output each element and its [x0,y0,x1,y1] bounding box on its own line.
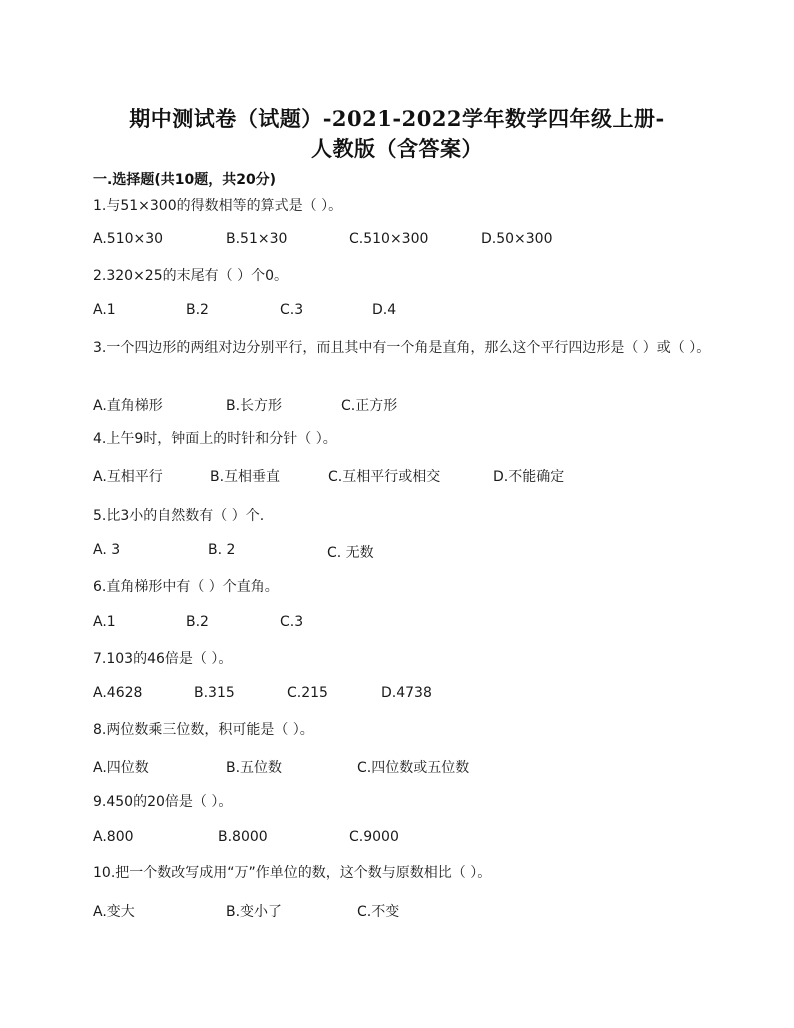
option-a: A.四位数 [93,760,149,776]
question-6-options [93,614,713,634]
question-10: 10.把一个数改写成用“万”作单位的数，这个数与原数相比（ ）。 [93,865,492,881]
option-c: C.510×300 [349,231,429,247]
option-c: C.四位数或五位数 [357,760,470,776]
question-8: 8.两位数乘三位数，积可能是（ ）。 [93,722,314,738]
question-1: 1.与51×300的得数相等的算式是（ ）。 [93,198,343,214]
option-d: D.4 [372,302,397,318]
question-4-options [93,466,713,486]
section-heading: 一.选择题(共10题，共20分) [93,172,277,188]
option-c: C.互相平行或相交 [328,469,441,485]
option-a: A.4628 [93,685,143,701]
option-b: B.2 [186,302,209,318]
option-d: D.不能确定 [493,469,565,485]
option-c: C. 无数 [327,545,374,561]
question-5-options [93,542,713,562]
option-b: B.8000 [218,829,268,845]
option-a: A.互相平行 [93,469,163,485]
option-a: A.直角梯形 [93,398,163,414]
option-a: A.800 [93,829,134,845]
option-a: A.1 [93,614,116,630]
question-1-options [93,231,713,251]
option-c: C.3 [280,302,304,318]
question-4: 4.上午9时，钟面上的时针和分针（ ）。 [93,431,337,447]
option-b: B.长方形 [226,398,283,414]
question-7-options [93,685,713,705]
question-3-options [93,395,713,415]
option-c: C.正方形 [341,398,398,414]
option-b: B.51×30 [226,231,288,247]
option-b: B. 2 [208,542,236,558]
option-b: B.互相垂直 [210,469,281,485]
question-5: 5.比3小的自然数有（ ）个. [93,508,265,524]
option-d: D.4738 [381,685,432,701]
option-c: C.215 [287,685,328,701]
question-9: 9.450的20倍是（ ）。 [93,794,233,810]
question-8-options [93,757,713,777]
option-b: B.五位数 [226,760,283,776]
option-a: A.1 [93,302,116,318]
exam-title-line2: 人教版（含答案） [311,136,483,161]
question-6: 6.直角梯形中有（ ）个直角。 [93,579,279,595]
question-2-options [93,302,713,322]
question-7: 7.103的46倍是（ ）。 [93,651,233,667]
option-b: B.2 [186,614,209,630]
option-c: C.不变 [357,904,400,920]
option-a: A.510×30 [93,231,164,247]
option-b: B.变小了 [226,904,283,920]
option-a: A.变大 [93,904,135,920]
option-b: B.315 [194,685,235,701]
question-3: 3.一个四边形的两组对边分别平行，而且其中有一个角是直角，那么这个平行四边形是（ ）或（ ）。 [93,340,711,356]
option-d: D.50×300 [481,231,553,247]
option-a: A. 3 [93,542,121,558]
option-c: C.9000 [349,829,399,845]
option-c: C.3 [280,614,304,630]
question-2: 2.320×25的末尾有（ ）个0。 [93,268,288,284]
question-9-options [93,829,713,849]
question-10-options [93,901,713,921]
exam-title-line1: 期中测试卷（试题）-2021-2022学年数学四年级上册- [129,106,665,131]
